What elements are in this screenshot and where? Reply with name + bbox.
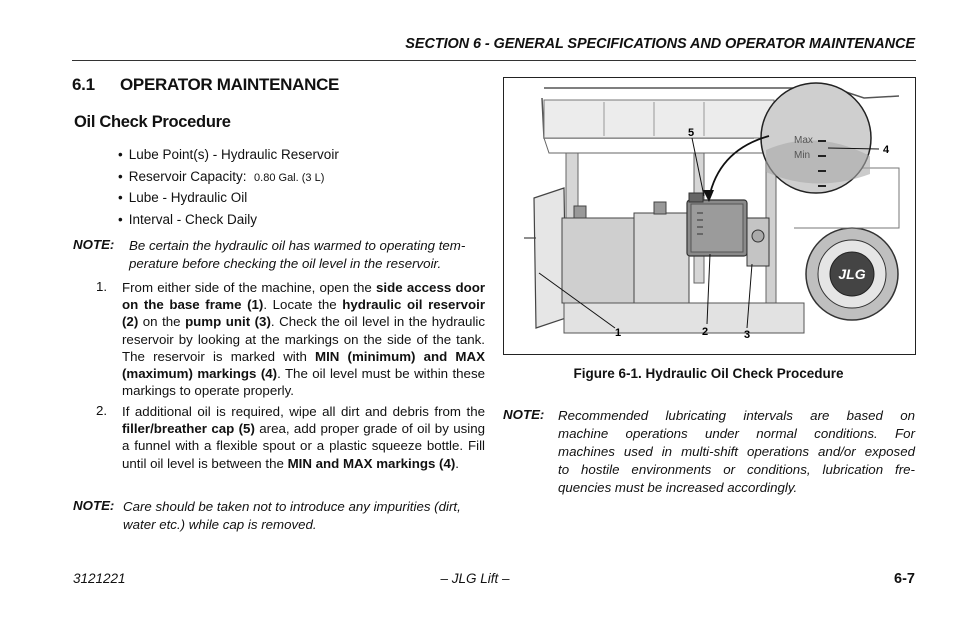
section-number: 6.1 <box>72 75 95 94</box>
machine-illustration <box>504 78 915 354</box>
callout-3: 3 <box>744 329 751 341</box>
callout-2: 2 <box>702 326 709 338</box>
section-title: OPERATOR MAINTENANCE <box>120 75 340 94</box>
section-header: SECTION 6 - GENERAL SPECIFICATIONS AND OPERATOR MAINTENANCE <box>405 36 915 52</box>
header-rule <box>72 60 916 61</box>
spec-list <box>118 145 339 231</box>
step-text: From either side of the machine, open the side access door on the base frame (1). Locate the hydraulic oil reservoir (2) on the pump unit (3). Check the oil level in the hydraulic reservoir by looking at the markings on the side of the tank. The reservoir is marked with MIN (minimum) and MAX (maximum) markings (4). The oil level must be within these markings to operate properly. <box>122 280 486 399</box>
note-label: NOTE: <box>73 237 115 252</box>
list-item: • Lube - Hydraulic Oil <box>118 188 339 210</box>
note-text: Care should be taken not to introduce any impurities (dirt, water etc.) while cap is removed. <box>123 499 461 532</box>
subsection-title: Oil Check Procedure <box>74 113 231 131</box>
list-item: • Lube Point(s) - Hydraulic Reservoir <box>118 145 339 167</box>
step-number: 1. <box>96 279 108 294</box>
callout-5: 5 <box>688 127 695 139</box>
callout-1: 1 <box>615 327 622 339</box>
jlg-logo: JLG <box>838 266 866 282</box>
note-label: NOTE: <box>73 498 115 513</box>
section-heading <box>72 75 339 95</box>
list-item: • Reservoir Capacity: 0.80 Gal. (3 L) <box>118 167 339 189</box>
step-text: If additional oil is required, wipe all dirt and debris from the filler/breather cap (5) area, add proper grade of oil by using a funnel with a flexible spout or a plastic squeeze bottle. Fill until oil level is between the MIN and MAX markings (4). <box>122 404 485 471</box>
figure-hydraulic-oil-check <box>503 77 916 355</box>
figure-caption: Figure 6-1. Hydraulic Oil Check Procedure <box>573 366 844 381</box>
note-label: NOTE: <box>503 407 545 422</box>
gauge-min-label: Min <box>794 150 811 161</box>
step-number: 2. <box>96 403 108 418</box>
list-item: • Interval - Check Daily <box>118 210 339 232</box>
note-text: Recommended lubricating intervals are based on machine operations under normal conditions. For machines used in multi-shift operations and/or exposed to hostile environments or conditions, lubrication fre- quencies must be increased accordingly. <box>558 408 915 495</box>
page-number: 6-7 <box>894 571 915 587</box>
footer-brand: – JLG Lift – <box>440 571 510 586</box>
note-text: Be certain the hydraulic oil has warmed to operating tem- perature before checking the oil level in the reservoir. <box>129 238 466 271</box>
callout-4: 4 <box>883 144 890 156</box>
gauge-max-label: Max <box>794 135 813 146</box>
capacity-value: 0.80 Gal. (3 L) <box>254 171 325 184</box>
doc-number: 3121221 <box>73 571 126 586</box>
